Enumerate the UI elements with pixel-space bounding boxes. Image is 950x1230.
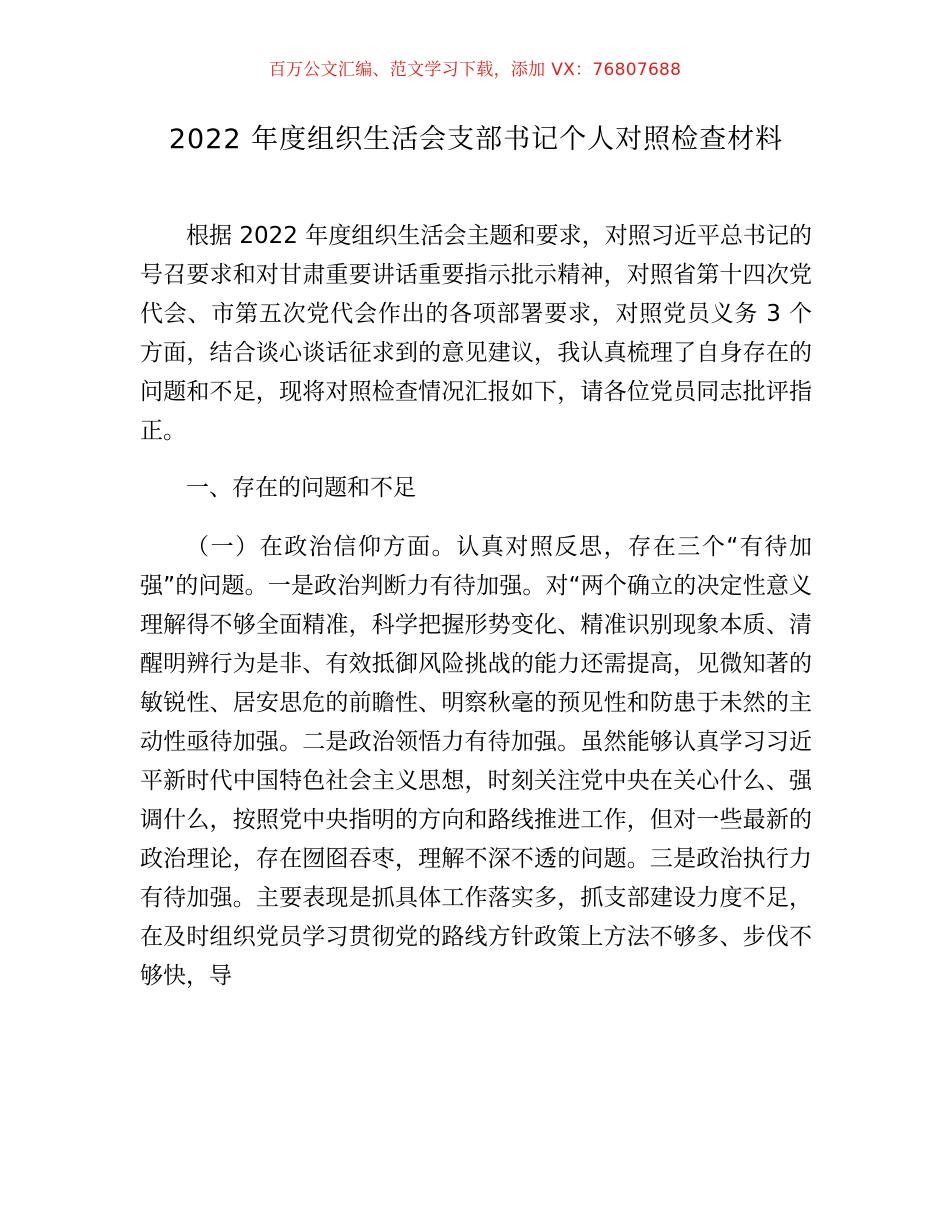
watermark-header: 百万公文汇编、范文学习下载，添加 VX：76807688 [268,60,682,80]
document-title: 2022 年度组织生活会支部书记个人对照检查材料 [168,124,784,155]
section-heading: 一、存在的问题和不足 [186,475,416,501]
intro-paragraph: 根据 2022 年度组织生活会主题和要求，对照习近平总书记的号召要求和对甘肃重要讲话重要指示批示精神，对照省第十四次党代会、市第五次党代会作出的各项部署要求，对照党员义务 3 个方面，结合谈心谈话征求到的意见建议，我认真梳理了自身存在的问题和不足，现将对照检查情况汇报如下，请各位党员同志批评指正。 [140,223,812,444]
document-body [140,217,812,996]
political-belief-paragraph: （一）在政治信仰方面。认真对照反思，存在三个“有待加强”的问题。一是政治判断力有待加强。对“两个确立的决定性意义理解得不够全面精准，科学把握形势变化、精准识别现象本质、清醒明辨行为是非、有效抵御风险挑战的能力还需提高，见微知著的敏锐性、居安思危的前瞻性、明察秋毫的预见性和防患于未然的主动性亟待加强。二是政治领悟力有待加强。虽然能够认真学习习近平新时代中国特色社会主义思想，时刻关注党中央在关心什么、强调什么，按照党中央指明的方向和路线推进工作，但对一些最新的政治理论，存在囫囵吞枣，理解不深不透的问题。三是政治执行力有待加强。主要表现是抓具体工作落实多，抓支部建设力度不足，在及时组织党员学习贯彻党的路线方针政策上方法不够多、步伐不够快，导 [140,534,812,989]
